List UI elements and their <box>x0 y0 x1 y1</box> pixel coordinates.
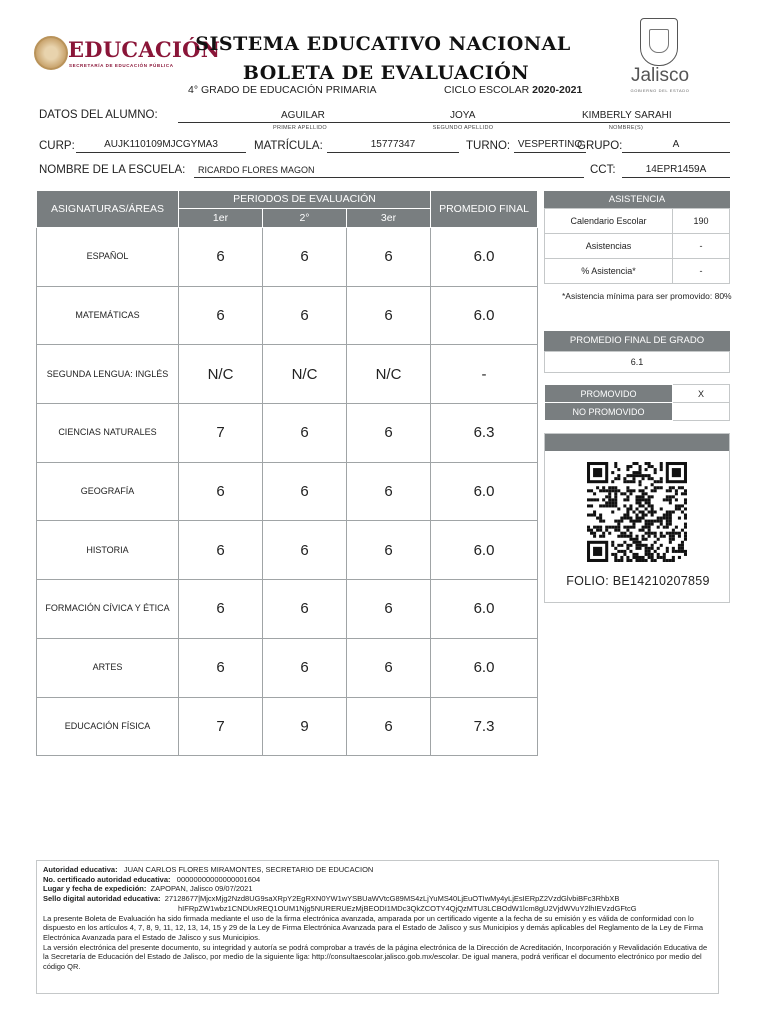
grade-p3: 6 <box>347 580 431 639</box>
table-row <box>37 638 538 697</box>
table-row <box>37 521 538 580</box>
school-cycle-label: CICLO ESCOLAR <box>444 84 530 96</box>
lugar-line <box>43 884 712 894</box>
grade-final: 6.3 <box>431 404 538 463</box>
matricula-value: 15777347 <box>327 138 459 153</box>
folio: FOLIO: BE14210207859 <box>566 574 710 588</box>
promovido-value: X <box>673 385 730 403</box>
datos-alumno-label: DATOS DEL ALUMNO: <box>39 109 158 121</box>
curp-label: CURP: <box>39 140 75 152</box>
table-row <box>37 580 538 639</box>
col-p2-header: 2° <box>263 208 347 227</box>
table-row <box>545 259 730 284</box>
attendance-header: ASISTENCIA <box>544 191 730 208</box>
grade-p1: 6 <box>179 286 263 345</box>
subject-name: SEGUNDA LENGUA: INGLÉS <box>37 345 179 404</box>
sello-label: Sello digital autoridad educativa: <box>43 894 161 904</box>
promotion-panel <box>544 384 730 421</box>
final-grade-header: PROMEDIO FINAL DE GRADO <box>544 331 730 351</box>
attendance-value: - <box>673 234 730 259</box>
final-grade-table <box>544 351 730 373</box>
grade-final: - <box>431 345 538 404</box>
grade-final: 6.0 <box>431 228 538 287</box>
jalisco-logo-text: Jalisco <box>630 65 690 86</box>
cct-label: CCT: <box>590 164 616 176</box>
grade-p1: 6 <box>179 462 263 521</box>
grade-p3: 6 <box>347 638 431 697</box>
school-cycle-value: 2020-2021 <box>532 84 583 96</box>
subject-name: MATEMÁTICAS <box>37 286 179 345</box>
table-row <box>545 352 730 373</box>
document-title-line1: SISTEMA EDUCATIVO NACIONAL <box>195 33 571 55</box>
attendance-value: 190 <box>673 209 730 234</box>
primer-apellido-label: PRIMER APELLIDO <box>272 125 328 131</box>
grade-p1: 6 <box>179 638 263 697</box>
table-row <box>37 404 538 463</box>
cct-value: 14EPR1459A <box>622 163 730 178</box>
col-final-header: PROMEDIO FINAL <box>431 191 538 228</box>
grade-p2: 6 <box>263 228 347 287</box>
final-grade-panel <box>544 331 730 373</box>
promotion-table <box>544 384 730 421</box>
table-row <box>37 228 538 287</box>
legal-text-1: La presente Boleta de Evaluación ha sido firmada mediante el uso de la firma electrónica avanzada, amparada por un certificado vigente a la fecha de su emisión y es válida de conformidad con lo dispuesto en los artículos 4, 7, 8, 9, 11, 12, 13, 14, 15 y 29 de la Ley de Firma Electrónica Avanzada para el Estado de Jalisco y sus Municipios y demás aplicables del Reglamento de la Ley de Firma Electrónica Avanzada para el Estado de Jalisco y sus Municipios. <box>43 913 704 942</box>
cert-value: 00000000000000001604 <box>176 874 261 884</box>
col-periods-header: PERIODOS DE EVALUACIÓN <box>179 191 431 209</box>
educacion-logo-text: EDUCACIÓN <box>68 37 221 62</box>
grade-p3: N/C <box>347 345 431 404</box>
segundo-apellido: JOYA <box>450 110 476 121</box>
table-row <box>545 234 730 259</box>
subject-name: ESPAÑOL <box>37 228 179 287</box>
grade-level: 4° GRADO DE EDUCACIÓN PRIMARIA <box>188 84 377 96</box>
attendance-panel <box>544 191 730 284</box>
grade-p1: 7 <box>179 697 263 756</box>
table-row <box>37 697 538 756</box>
col-p3-header: 3er <box>347 208 431 227</box>
subject-name: FORMACIÓN CÍVICA Y ÉTICA <box>37 580 179 639</box>
attendance-table <box>544 208 730 284</box>
jalisco-logo <box>620 18 700 98</box>
nombres: KIMBERLY SARAHI <box>582 110 672 121</box>
escuela-value: RICARDO FLORES MAGON <box>194 163 584 178</box>
grade-p2: 6 <box>263 580 347 639</box>
grade-p2: 9 <box>263 697 347 756</box>
grade-p2: 6 <box>263 521 347 580</box>
grade-final: 6.0 <box>431 286 538 345</box>
promovido-label: PROMOVIDO <box>545 385 673 403</box>
lugar-value: ZAPOPAN, Jalisco 09/07/2021 <box>150 884 253 894</box>
table-row <box>545 403 730 421</box>
sello-line <box>43 894 712 904</box>
autoridad-value: JUAN CARLOS FLORES MIRAMONTES, SECRETARIO DE EDUCACION <box>123 865 374 874</box>
grade-final: 6.0 <box>431 638 538 697</box>
jalisco-logo-subtitle: GOBIERNO DEL ESTADO <box>630 88 690 93</box>
subject-name: ARTES <box>37 638 179 697</box>
turno-label: TURNO: <box>466 140 511 152</box>
qr-panel <box>544 433 730 603</box>
escuela-label: NOMBRE DE LA ESCUELA: <box>39 164 186 176</box>
grade-p1: 6 <box>179 580 263 639</box>
legal-text-2: La versión electrónica del presente documento, su integridad y autoría se podrá comprobar a través de la página electrónica de la Dirección de Acreditación, Incorporación y Revalidación Educativa de la Secretaría de Educación del Estado de Jalisco, por medio de la siguiente liga: http://consultaescolar.jalisco.gob.mx/escolar. De igual manera, podrá verificar el documento electrónico por medio del código QR. <box>43 942 708 972</box>
grade-p3: 6 <box>347 462 431 521</box>
signature-footer <box>36 860 719 994</box>
subject-name: GEOGRAFÍA <box>37 462 179 521</box>
no-promovido-label: NO PROMOVIDO <box>545 403 673 421</box>
sello-value-2: hIFRpZW1wbz1CNDUxREQ1OUM1Njg5NURERUEzMjBEODI1MDc3QkZCOTY4QjQzMTU3LCBOdW1lcm8gU2VjdWVuY2lhIEVzdGFtcG <box>178 903 637 913</box>
table-row <box>37 286 538 345</box>
table-row <box>37 462 538 521</box>
grupo-label: GRUPO: <box>577 140 623 152</box>
primer-apellido: AGUILAR <box>281 110 325 121</box>
grade-p3: 6 <box>347 286 431 345</box>
grade-final: 6.0 <box>431 462 538 521</box>
grade-final: 6.0 <box>431 580 538 639</box>
table-row <box>545 385 730 403</box>
grade-p2: 6 <box>263 404 347 463</box>
subject-name: EDUCACIÓN FÍSICA <box>37 697 179 756</box>
grade-p1: 6 <box>179 521 263 580</box>
grade-p3: 6 <box>347 404 431 463</box>
sep-logo-subtitle: SECRETARÍA DE EDUCACIÓN PÚBLICA <box>69 63 174 68</box>
grade-p1: 7 <box>179 404 263 463</box>
autoridad-label: Autoridad educativa: <box>43 865 118 874</box>
document-title-line2: BOLETA DE EVALUACIÓN <box>242 62 530 84</box>
attendance-label: Calendario Escolar <box>545 209 673 234</box>
grade-final: 6.0 <box>431 521 538 580</box>
curp-value: AUJK110109MJCGYMA3 <box>76 138 246 153</box>
table-row <box>37 345 538 404</box>
lugar-label: Lugar y fecha de expedición: <box>43 884 147 894</box>
autoridad-line <box>43 865 712 875</box>
cert-label: No. certificado autoridad educativa: <box>43 874 171 884</box>
cert-line <box>43 875 712 885</box>
col-p1-header: 1er <box>179 208 263 227</box>
attendance-label: % Asistencia* <box>545 259 673 284</box>
nombres-label: NOMBRE(S) <box>608 125 644 131</box>
final-grade-value: 6.1 <box>545 352 730 373</box>
turno-value: VESPERTINO <box>514 138 586 153</box>
col-subject-header: ASIGNATURAS/ÁREAS <box>37 191 179 228</box>
grade-p3: 6 <box>347 697 431 756</box>
subject-name: CIENCIAS NATURALES <box>37 404 179 463</box>
grade-p2: 6 <box>263 462 347 521</box>
attendance-label: Asistencias <box>545 234 673 259</box>
grade-p3: 6 <box>347 521 431 580</box>
grade-p3: 6 <box>347 228 431 287</box>
grade-p1: N/C <box>179 345 263 404</box>
grade-p2: 6 <box>263 286 347 345</box>
qr-header <box>545 434 729 451</box>
grade-p1: 6 <box>179 228 263 287</box>
attendance-note: *Asistencia mínima para ser promovido: 80% <box>562 291 732 301</box>
no-promovido-value <box>673 403 730 421</box>
grade-final: 7.3 <box>431 697 538 756</box>
segundo-apellido-label: SEGUNDO APELLIDO <box>432 125 494 131</box>
jalisco-crest-icon <box>640 18 678 66</box>
table-row <box>545 209 730 234</box>
matricula-label: MATRÍCULA: <box>254 140 323 152</box>
grupo-value: A <box>622 138 730 153</box>
grade-p2: N/C <box>263 345 347 404</box>
grades-table <box>36 190 538 756</box>
subject-name: HISTORIA <box>37 521 179 580</box>
grade-p2: 6 <box>263 638 347 697</box>
qr-code-icon <box>587 462 687 562</box>
school-cycle <box>444 84 582 96</box>
attendance-value: - <box>673 259 730 284</box>
sello-value-1: 27128677|MjcxMjg2Nzd8UG9saXRpY2EgRXN0YW1wYSBUaWVtcG89MS4zLjYuMS40LjEuOTIwMy4yLjEsIERpZ2VzdGlvbiBFc3RhbXB <box>164 894 620 904</box>
